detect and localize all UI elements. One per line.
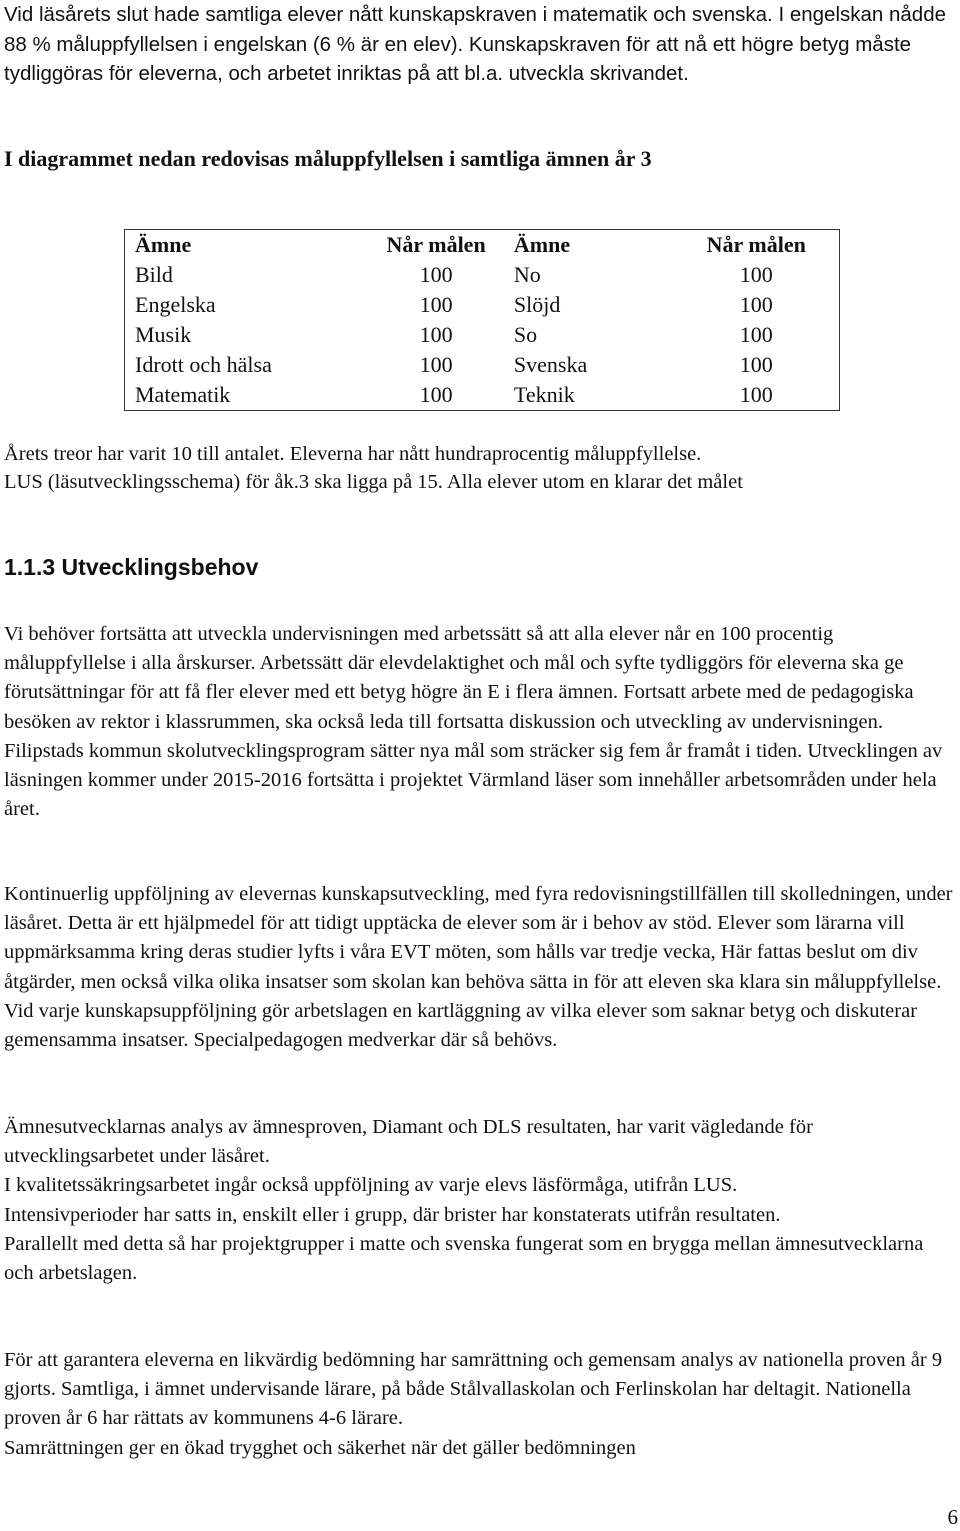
paragraph-line: Ämnesutvecklarnas analys av ämnesproven, Diamant och DLS resultaten, har varit vägledande för utvecklingsarbetet under läsåret. <box>4 1116 813 1168</box>
summary-line: LUS (läsutvecklingsschema) för åk.3 ska ligga på 15. Alla elever utom en klarar det målet <box>4 471 743 493</box>
table-cell: Teknik <box>513 382 575 407</box>
table-cell: Engelska <box>135 292 216 317</box>
goal-table <box>124 229 840 411</box>
table-row <box>125 350 840 380</box>
table-cell: So <box>513 322 538 347</box>
summary-line: Årets treor har varit 10 till antalet. Eleverna har nått hundraprocentig måluppfyllelse. <box>4 443 702 465</box>
goal-table-container <box>124 229 840 411</box>
section-heading: 1.1.3 Utvecklingsbehov <box>4 554 259 580</box>
paragraph-line: Samrättningen ger en ökad trygghet och säkerhet när det gäller bedömningen <box>4 1436 636 1459</box>
table-header-row <box>125 230 840 261</box>
table-cell: Svenska <box>513 352 588 377</box>
column-header: Når målen <box>386 232 486 257</box>
table-row <box>125 380 840 411</box>
intro-paragraph: Vid läsårets slut hade samtliga elever nått kunskapskraven i matematik och svenska. I engelskan nådde 88 % måluppfyllelsen i engelskan (6 % är en elev). Kunskapskraven för att nå ett högre betyg måste tydliggöras för eleverna, och arbetet inriktas på att bl.a. utveckla skrivandet. <box>4 3 946 85</box>
table-cell: 100 <box>739 352 773 377</box>
paragraph-line: I kvalitetssäkringsarbetet ingår också uppföljning av varje elevs läsförmåga, utifrån LUS. <box>4 1174 738 1197</box>
table-cell: Musik <box>135 322 192 347</box>
table-heading: I diagrammet nedan redovisas måluppfyllelsen i samtliga ämnen år 3 <box>4 146 652 171</box>
table-cell: 100 <box>419 322 453 347</box>
table-cell: 100 <box>739 322 773 347</box>
table-row <box>125 290 840 320</box>
table-row <box>125 260 840 290</box>
table-cell: No <box>513 262 541 287</box>
table-cell: 100 <box>419 352 453 377</box>
table-summary <box>4 440 956 496</box>
table-cell: Idrott och hälsa <box>135 352 272 377</box>
table-cell: Slöjd <box>513 292 561 317</box>
column-header: Ämne <box>513 232 571 257</box>
body-paragraph-group <box>4 1346 956 1463</box>
body-paragraph-group <box>4 1113 956 1288</box>
paragraph-line: Intensivperioder har satts in, enskilt eller i grupp, där brister har konstaterats utifrån resultaten. <box>4 1203 781 1226</box>
column-header: Ämne <box>135 232 192 257</box>
table-cell: 100 <box>739 382 773 407</box>
page-number: 6 <box>947 1505 958 1529</box>
table-cell: Bild <box>135 262 173 287</box>
paragraph-line: För att garantera eleverna en likvärdig bedömning har samrättning och gemensam analys av nationella proven år 9 gjorts. Samtliga, i ämnet undervisande lärare, på både Stålvallaskolan och Ferlinskolan har deltagit. Nationella proven år 6 har rättats av kommunens 4-6 lärare. <box>4 1349 943 1430</box>
table-cell: 100 <box>419 262 453 287</box>
column-header: Når målen <box>706 232 806 257</box>
table-cell: Matematik <box>135 382 231 407</box>
table-row <box>125 320 840 350</box>
table-cell: 100 <box>419 382 453 407</box>
table-cell: 100 <box>739 262 773 287</box>
table-cell: 100 <box>739 292 773 317</box>
body-paragraph: Vi behöver fortsätta att utveckla undervisningen med arbetssätt så att alla elever når en 100 procentig måluppfyllelse i alla årskurser. Arbetssätt där elevdelaktighet och mål och syfte tydliggörs för eleverna ska ge förutsättningar för att få fler elever med ett betyg högre än E i flera ämnen. Fortsatt arbete med de pedagogiska besöken av rektor i klassrummen, ska också leda till fortsatta diskussion och utveckling av undervisningen. Filipstads kommun skolutvecklingsprogram sätter nya mål som sträcker sig fem år framåt i tiden. Utvecklingen av läsningen kommer under 2015-2016 fortsätta i projektet Värmland läser som innehåller arbetsområden under hela året. <box>4 623 943 821</box>
paragraph-line: Parallellt med detta så har projektgrupper i matte och svenska fungerat som en brygga mellan ämnesutvecklarna och arbetslagen. <box>4 1232 924 1285</box>
body-paragraph: Kontinuerlig uppföljning av elevernas kunskapsutveckling, med fyra redovisningstillfällen till skolledningen, under läsåret. Detta är ett hjälpmedel för att tidigt upptäcka de elever som är i behov av stöd. Elever som lärarna vill uppmärksamma kring deras studier lyfts i våra EVT möten, som hålls var tredje vecka, Här fattas beslut om div åtgärder, men också vilka olika insatser som skolan kan behöva sätta in för att eleven ska klara sin måluppfyllelse. Vid varje kunskapsuppföljning gör arbetslagen en kartläggning av vilka elever som saknar betyg och diskuterar gemensamma insatser. Specialpedagogen medverkar där så behövs. <box>4 883 953 1052</box>
table-cell: 100 <box>419 292 453 317</box>
